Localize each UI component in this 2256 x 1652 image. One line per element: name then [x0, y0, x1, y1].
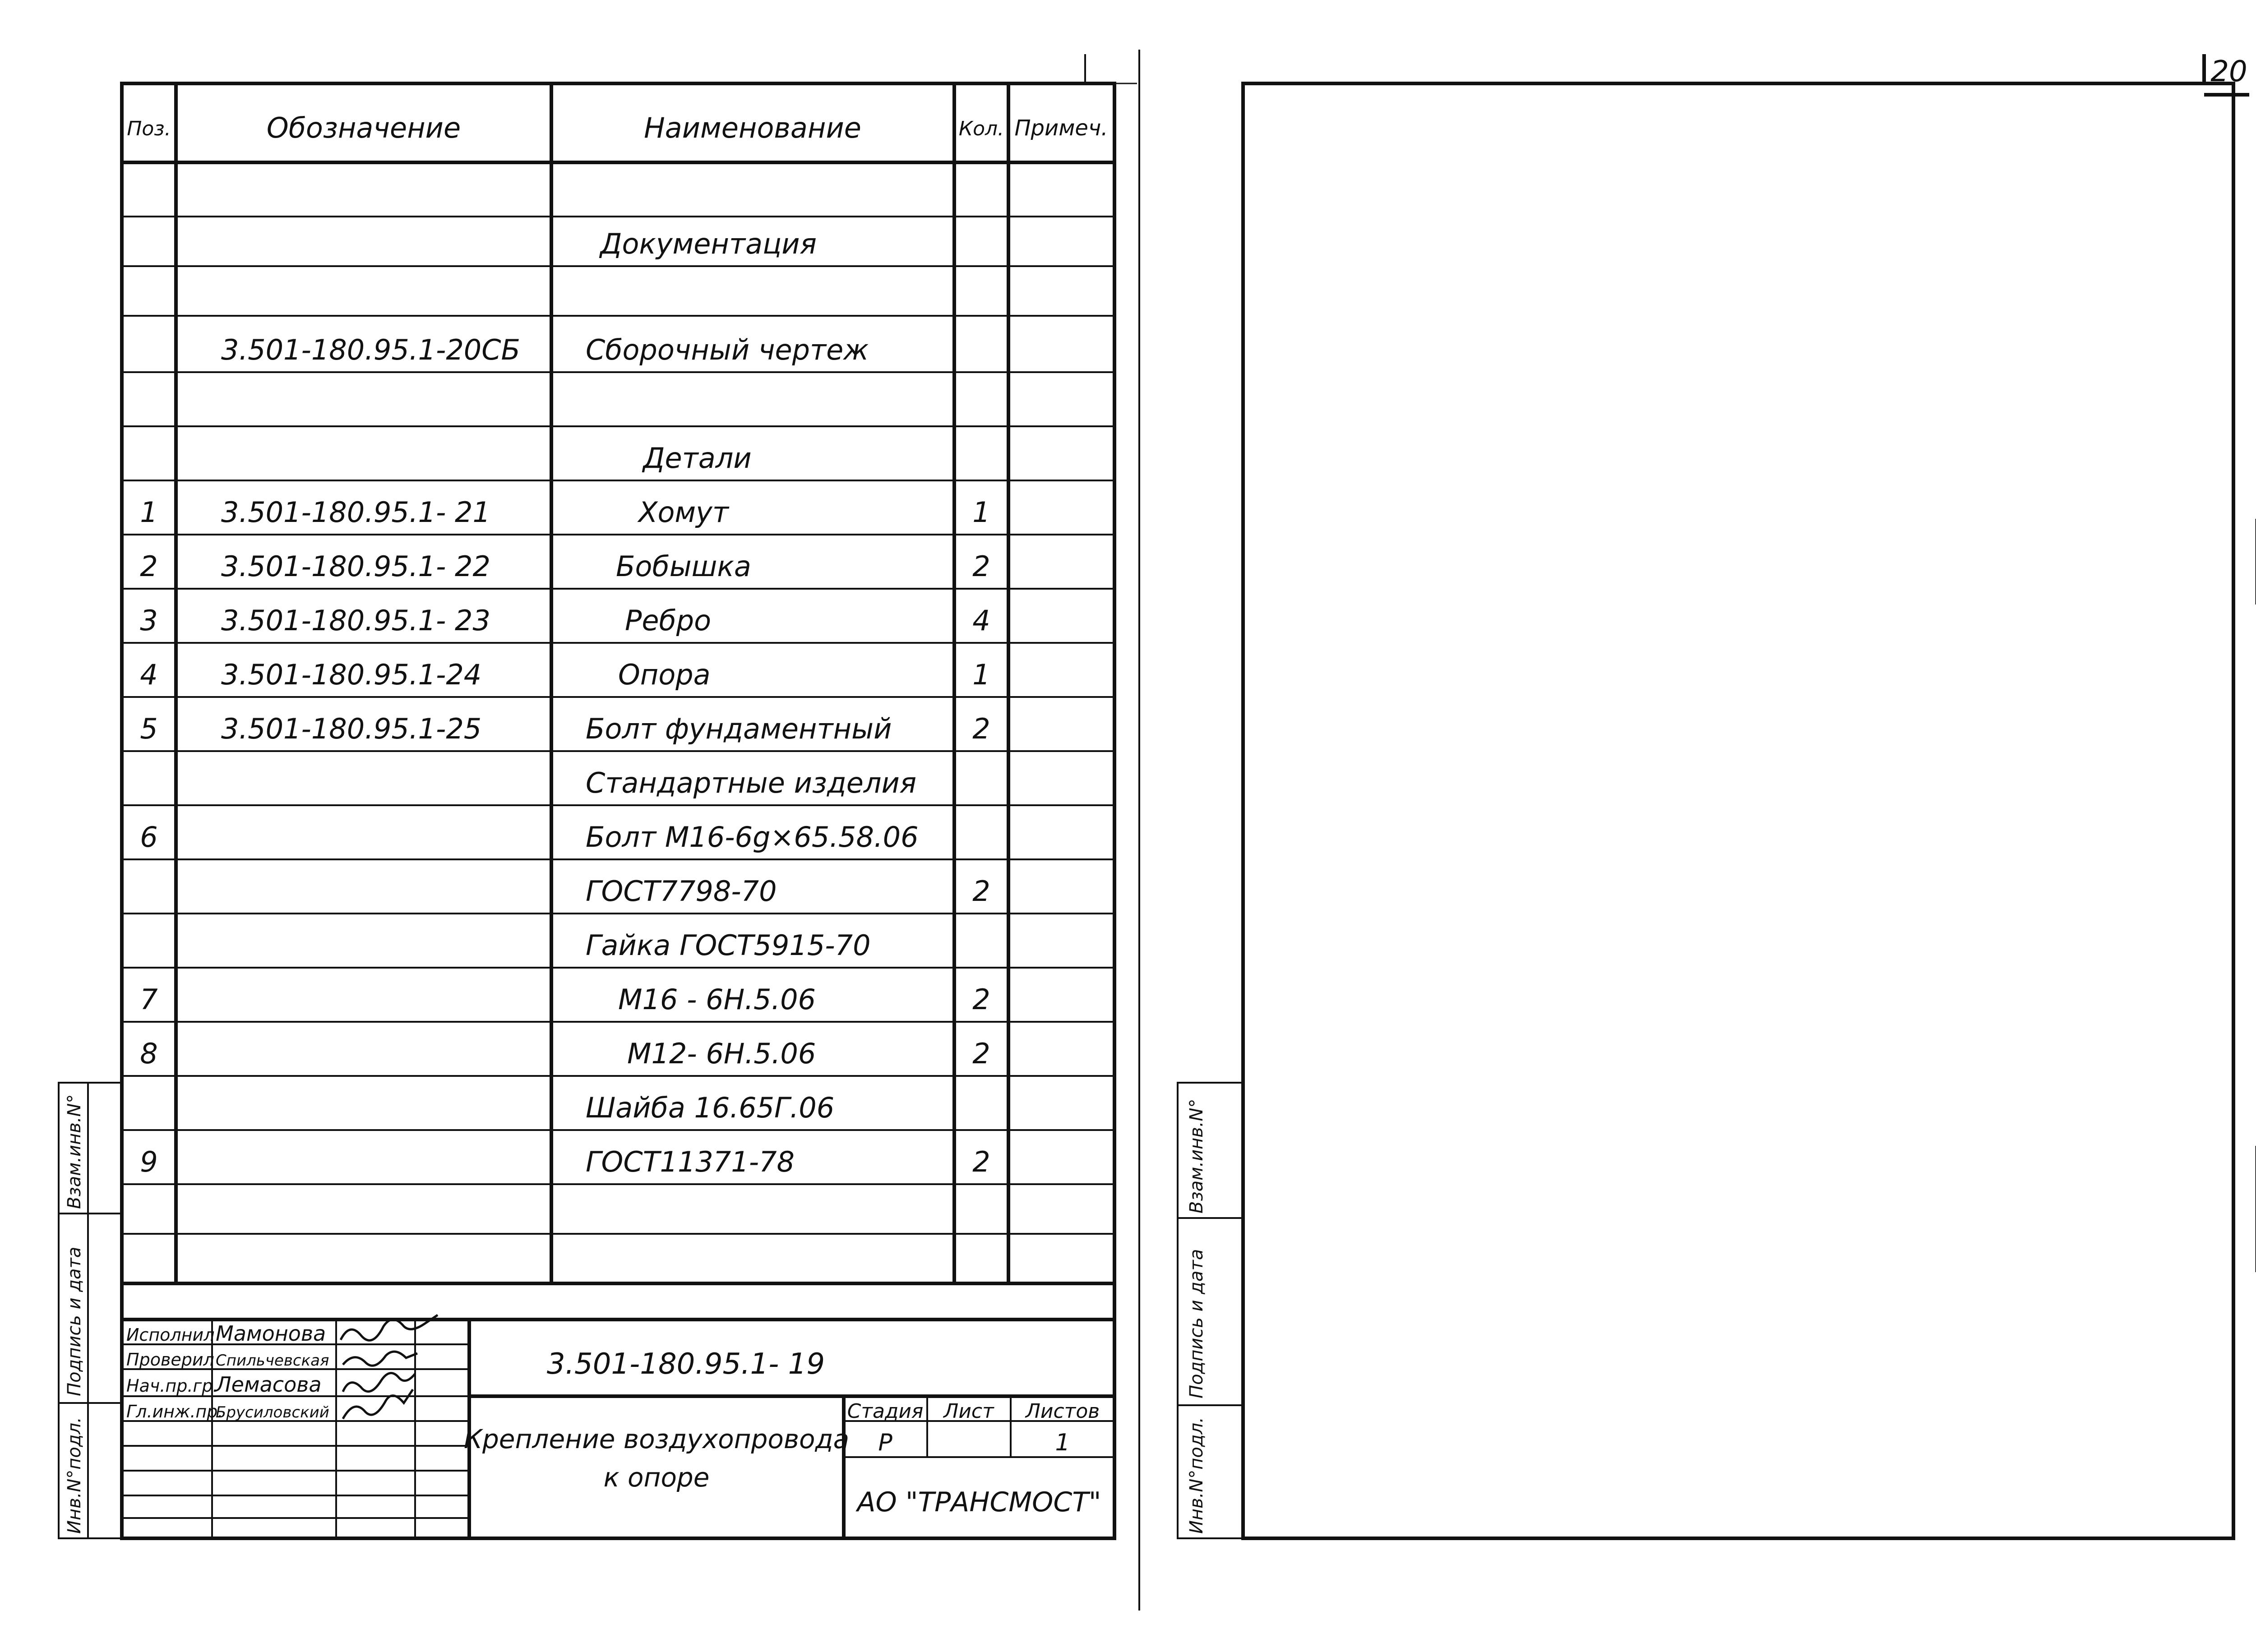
signature-list — [126, 1321, 329, 1421]
row-name: Документация — [600, 227, 817, 260]
specification-table — [122, 83, 1114, 1283]
row-qty: 4 — [972, 604, 990, 637]
row-pos: 6 — [140, 821, 158, 854]
row-pos: 1 — [140, 496, 158, 529]
row-pos: 3 — [140, 604, 158, 637]
right-stamp-sign-date-label: Подпись и дата — [1186, 1249, 1207, 1398]
drawing-title-line1: Крепление воздухопровода — [463, 1424, 850, 1454]
header-name: Наименование — [644, 111, 861, 144]
header-designation: Обозначение — [266, 111, 461, 144]
signature-role: Проверил — [126, 1350, 214, 1370]
row-designation: 3.501-180.95.1-24 — [221, 658, 482, 691]
row-name: ГОСТ11371-78 — [586, 1145, 795, 1178]
table-row — [140, 658, 990, 691]
header-note: Примеч. — [1014, 115, 1108, 141]
right-stamp-replacement-label: Взам.инв.N° — [1186, 1098, 1207, 1214]
signature-name: Спильчевская — [216, 1352, 329, 1370]
stamp-replacement-label: Взам.инв.N° — [64, 1094, 85, 1209]
row-name: Хомут — [638, 496, 729, 529]
table-row — [599, 227, 817, 260]
table-row — [221, 333, 869, 366]
organization-name: АО "ТРАНСМОСТ" — [857, 1486, 1101, 1518]
signature-role: Исполнил — [126, 1325, 215, 1345]
table-row — [586, 766, 916, 799]
signature-name: Брусиловский — [216, 1403, 329, 1421]
stage-label: Стадия — [847, 1400, 924, 1423]
row-pos: 7 — [140, 983, 158, 1016]
table-row — [140, 496, 990, 529]
right-stamp-orig-inv-label: Инв.N°подл. — [1186, 1417, 1207, 1534]
sheets-label: Листов — [1025, 1400, 1100, 1423]
stage-value: Р — [878, 1429, 892, 1456]
row-qty: 2 — [972, 550, 990, 583]
drawing-title-line2: к опоре — [603, 1462, 710, 1493]
row-pos: 2 — [140, 550, 158, 583]
row-qty: 2 — [972, 983, 990, 1016]
row-name: Сборочный чертеж — [586, 333, 869, 366]
signature-name: Лемасова — [216, 1372, 322, 1397]
row-name: М12- 6Н.5.06 — [627, 1037, 816, 1070]
table-row — [140, 604, 990, 637]
signature-name: Мамонова — [216, 1321, 326, 1346]
row-name: ГОСТ7798-70 — [586, 875, 777, 908]
row-name: Опора — [618, 658, 711, 691]
table-row — [140, 1145, 990, 1178]
left-side-stamp — [59, 1083, 122, 1538]
sheet-label: Лист — [943, 1400, 994, 1423]
row-qty: 1 — [972, 658, 990, 691]
right-page — [1178, 54, 2256, 1538]
row-pos: 8 — [140, 1037, 158, 1070]
table-row — [140, 983, 990, 1016]
table-row — [140, 1037, 990, 1070]
row-qty: 2 — [972, 875, 990, 908]
row-name: Болт фундаментный — [586, 712, 892, 745]
table-row — [140, 821, 918, 854]
sheet-number: 20 — [2210, 55, 2247, 88]
row-designation: 3.501-180.95.1- 21 — [221, 496, 490, 529]
document-code: 3.501-180.95.1- 19 — [546, 1347, 825, 1381]
row-qty: 1 — [972, 496, 990, 529]
signature-row — [126, 1350, 329, 1370]
stamp-sign-date-label: Подпись и дата — [64, 1246, 85, 1396]
row-pos: 9 — [140, 1145, 158, 1178]
header-qty: Кол. — [958, 117, 1004, 140]
row-qty: 2 — [972, 1145, 990, 1178]
header-pos: Поз. — [127, 117, 171, 140]
title-block — [122, 1315, 1114, 1538]
table-row — [586, 1091, 834, 1124]
row-pos: 4 — [140, 658, 158, 691]
row-name: М16 - 6Н.5.06 — [618, 983, 816, 1016]
left-page — [59, 50, 1139, 1610]
signature-row — [126, 1402, 329, 1421]
row-name: Детали — [643, 442, 752, 475]
row-name: Шайба 16.65Г.06 — [586, 1091, 835, 1124]
right-side-stamp — [1178, 1083, 1243, 1538]
row-pos: 5 — [140, 712, 158, 745]
table-rows — [140, 227, 990, 1178]
row-name: Гайка ГОСТ5915-70 — [586, 929, 871, 962]
row-designation: 3.501-180.95.1- 22 — [221, 550, 490, 583]
table-row — [642, 442, 752, 475]
row-name: Болт М16-6g×65.58.06 — [586, 821, 919, 854]
row-qty: 2 — [972, 712, 990, 745]
signature-role: Нач.пр.гр. — [126, 1376, 218, 1396]
row-name: Бобышка — [616, 550, 751, 583]
signature-marks — [341, 1315, 438, 1419]
table-row — [586, 875, 990, 908]
right-page-frame — [1243, 83, 2233, 1538]
table-row — [140, 550, 990, 583]
signature-role: Гл.инж.пр. — [126, 1402, 223, 1421]
sheets-value: 1 — [1055, 1429, 1070, 1456]
row-name: Ребро — [625, 604, 712, 637]
stamp-orig-inv-label: Инв.N°подл. — [64, 1417, 85, 1534]
row-designation: 3.501-180.95.1- 23 — [221, 604, 490, 637]
row-name: Стандартные изделия — [586, 766, 917, 799]
signature-row — [126, 1372, 322, 1397]
table-row — [586, 929, 871, 962]
row-designation: 3.501-180.95.1-20СБ — [221, 333, 521, 366]
row-designation: 3.501-180.95.1-25 — [221, 712, 482, 745]
row-qty: 2 — [972, 1037, 990, 1070]
signature-row — [126, 1321, 326, 1346]
table-row — [140, 712, 990, 745]
